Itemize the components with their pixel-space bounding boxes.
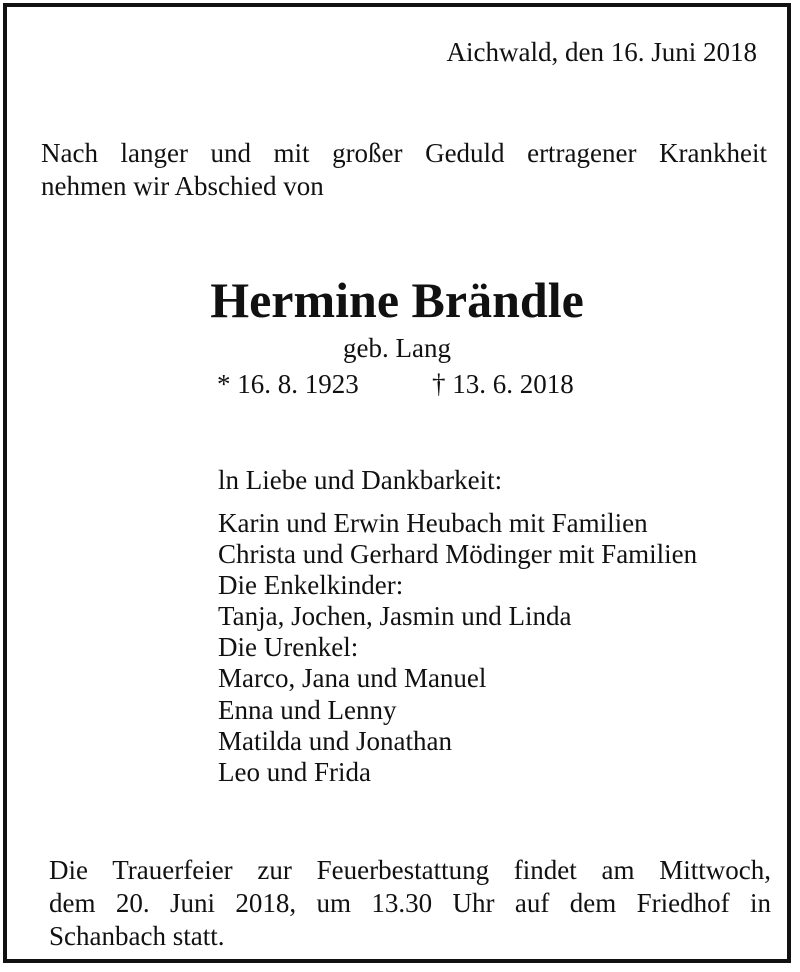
maiden-name: geb. Lang [343, 333, 451, 363]
intro-text [41, 137, 767, 203]
mourner-line: Enna und Lenny [218, 694, 397, 725]
ceremony-line-3: Schanbach statt. [49, 921, 225, 951]
obituary-frame [3, 3, 791, 963]
mourner-line: Matilda und Jonathan [218, 725, 452, 756]
intro-line-2: nehmen wir Abschied von [41, 171, 324, 201]
ceremony-line-1: Die Trauerfeier zur Feuerbestattung findet am Mittwoch, [49, 855, 771, 885]
mourner-line: Marco, Jana und Manuel [218, 663, 487, 694]
thanks-heading: ln Liebe und Dankbarkeit: [218, 465, 503, 495]
intro-line-1: Nach langer und mit großer Geduld ertragener Krankheit [41, 138, 767, 168]
mourner-line: Leo und Frida [218, 756, 371, 787]
death-date: † 13. 6. 2018 [432, 369, 574, 399]
mourner-line: Die Urenkel: [218, 632, 359, 663]
mourner-line: Karin und Erwin Heubach mit Familien [218, 508, 648, 538]
mourners-list [218, 508, 697, 788]
ceremony-line-2: dem 20. Juni 2018, um 13.30 Uhr auf dem Friedhof in [49, 888, 771, 918]
ceremony-info [49, 854, 771, 953]
deceased-name: Hermine Brändle [210, 272, 584, 328]
place-date: Aichwald, den 16. Juni 2018 [446, 37, 757, 67]
birth-date: * 16. 8. 1923 [217, 369, 359, 399]
mourner-line: Tanja, Jochen, Jasmin und Linda [218, 601, 572, 632]
mourner-line: Christa und Gerhard Mödinger mit Familien [218, 539, 698, 570]
mourner-line: Die Enkelkinder: [218, 570, 404, 601]
